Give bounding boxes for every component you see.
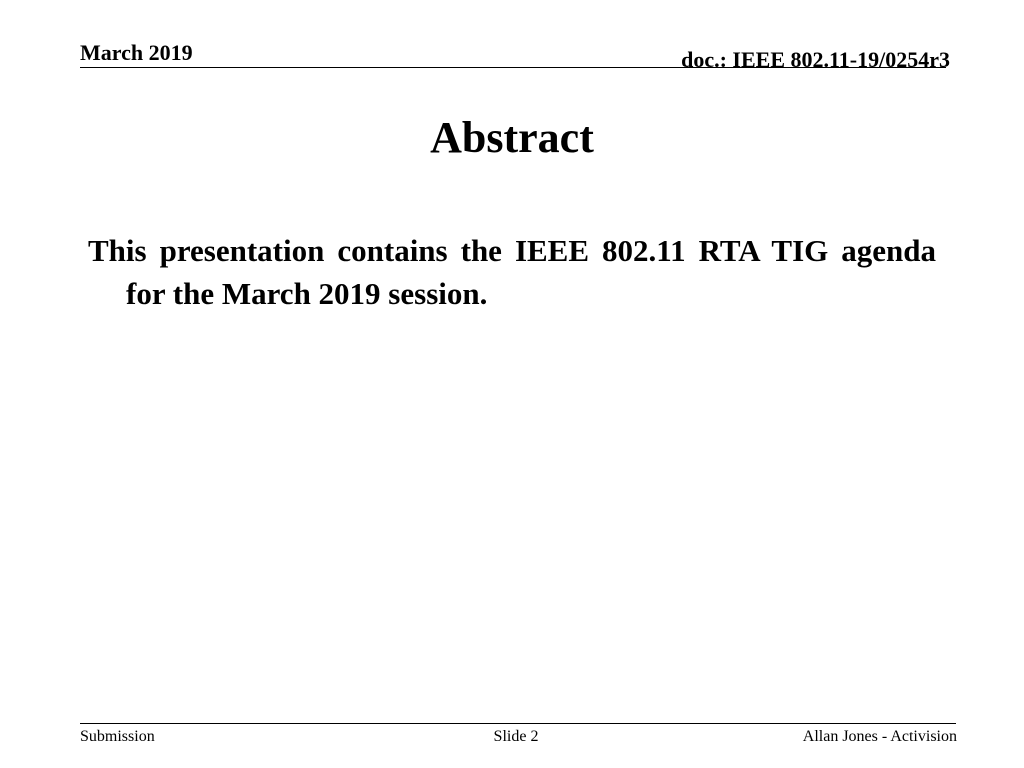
footer-submission: Submission [80,728,155,745]
footer-author: Allan Jones - Activision [802,728,957,745]
slide-title: Abstract [430,113,594,162]
header-doc-id: doc.: IEEE 802.11-19/0254r3 [681,47,950,72]
header-divider [80,67,946,68]
footer-slide-number: Slide 2 [493,728,539,745]
footer-divider [80,723,956,724]
slide-body-text: This presentation contains the IEEE 802.11 RTA TIG agenda for the March 2019 session. [88,233,936,311]
header-date: March 2019 [80,40,193,65]
